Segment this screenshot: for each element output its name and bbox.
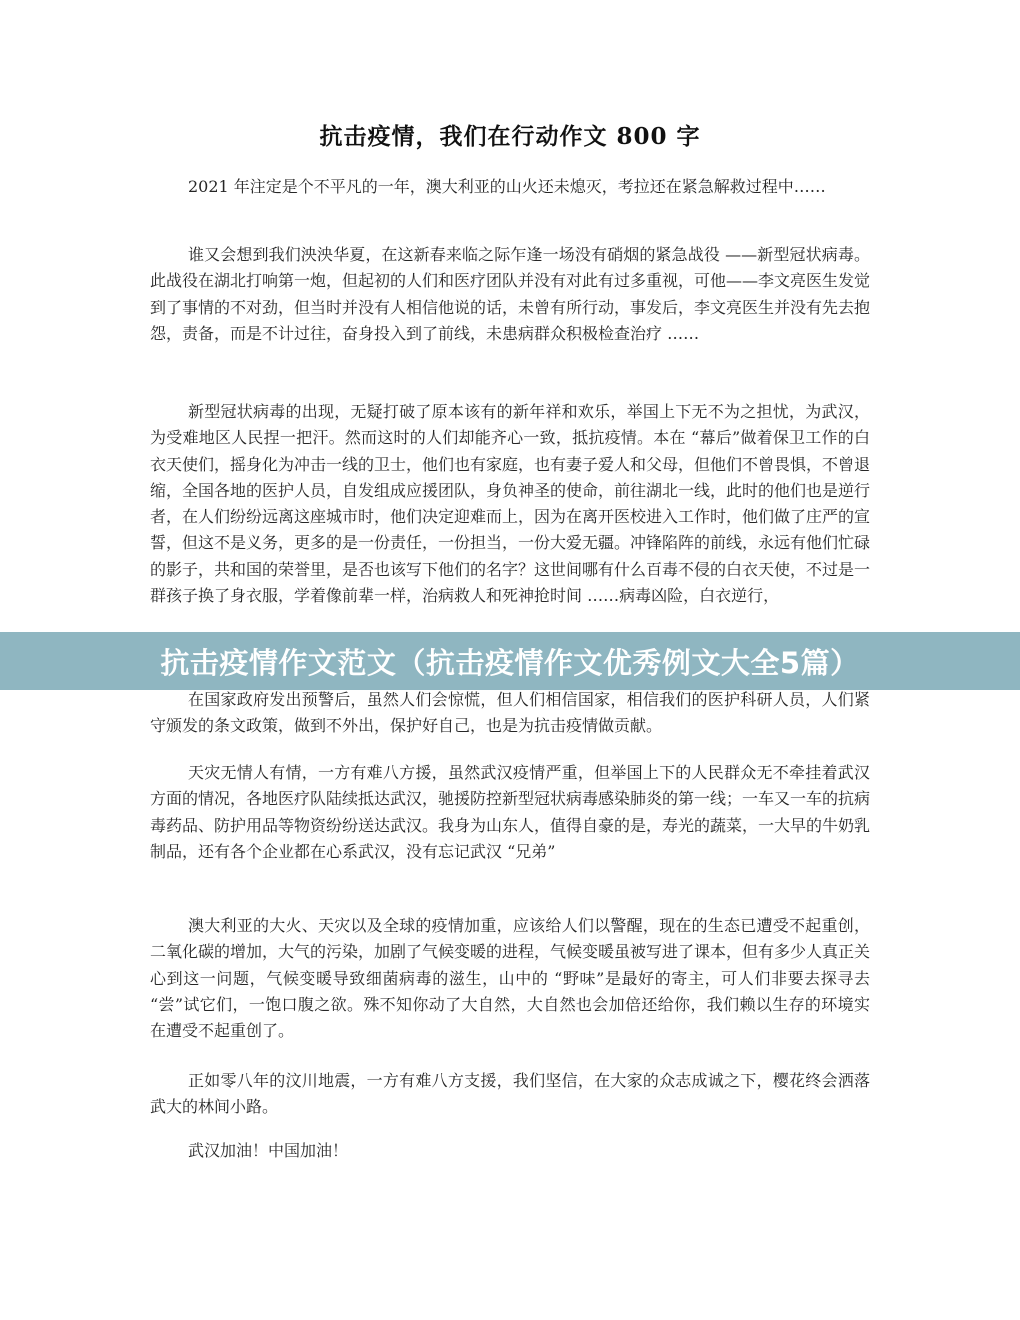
title-banner (0, 632, 1020, 690)
paragraph-medical-workers: 新型冠状病毒的出现，无疑打破了原本该有的新年祥和欢乐，举国上下无不为之担忧，为武汉，为受难地区人民捏一把汗。然而这时的人们却能齐心一致，抵抗疫情。本在 “幕后”做着保卫工作的白衣天使们，摇身化为冲击一线的卫士，他们也有家庭，也有妻子爱人和父母，但他们不曾畏惧，不曾退缩，全国各地的医护人员，自发组成应援团队，身负神圣的使命，前往湖北一线，此时的他们也是逆行者，在人们纷纷远离这座城市时，他们决定迎难而上，因为在离开医校进入工作时，他们做了庄严的宣誓，但这不是义务，更多的是一份责任，一份担当，一份大爱无疆。冲锋陷阵的前线，永远有他们忙碌的影子，共和国的荣誉里，是否也该写下他们的名字？这世间哪有什么百毒不侵的白衣天使，不过是一群孩子换了身衣服，学着像前辈一样，治病救人和死神抢时间 ……病毒凶险，白衣逆行， (150, 402, 871, 606)
banner-title: 抗击疫情作文范文（抗击疫情作文优秀例文大全5篇） (160, 645, 860, 680)
document-title: 抗击疫情，我们在行动作文 800 字 (319, 123, 701, 150)
paragraph-wenchuan: 正如零八年的汶川地震，一方有难八方支援，我们坚信，在大家的众志成诚之下，樱花终会洒落武大的林间小路。 (150, 1071, 870, 1117)
paragraph-support-wuhan: 天灾无情人有情，一方有难八方援，虽然武汉疫情严重，但举国上下的人民群众无不牵挂着武汉方面的情况，各地医疗队陆续抵达武汉，驰援防控新型冠状病毒感染肺炎的第一线；一车又一车的抗病毒药品、防护用品等物资纷纷送达武汉。我身为山东人，值得自豪的是，寿光的蔬菜，一大早的牛奶乳制品，还有各个企业都在心系武汉，没有忘记武汉 “兄弟” (150, 763, 871, 861)
paragraph-intro: 2021 年注定是个不平凡的一年，澳大利亚的山火还未熄灭，考拉还在紧急解救过程中…… (188, 177, 826, 196)
paragraph-environment: 澳大利亚的大火、天灾以及全球的疫情加重，应该给人们以警醒，现在的生态已遭受不起重创，二氧化碳的增加，大气的污染，加剧了气候变暖的进程，气候变暖虽被写进了课本，但有多少人真正关心到这一问题，气候变暖导致细菌病毒的滋生，山中的 “野味”是最好的寄主，可人们非要去探寻去 “尝”试它们，一饱口腹之欲。殊不知你动了大自然，大自然也会加倍还给你，我们赖以生存的环境实在遭受不起重创了。 (150, 916, 871, 1041)
paragraph-li-wenliang: 谁又会想到我们泱泱华夏，在这新春来临之际乍逢一场没有硝烟的紧急战役 ——新型冠状病毒。此战役在湖北打响第一炮，但起初的人们和医疗团队并没有对此有过多重视，可他——李文亮医生发觉到了事情的不对劲，但当时并没有人相信他说的话，未曾有所行动，事发后，李文亮医生并没有先去抱怨，责备，而是不计过往，奋身投入到了前线，未患病群众积极检查治疗 …… (150, 245, 871, 343)
paragraph-government: 在国家政府发出预警后，虽然人们会惊慌，但人们相信国家，相信我们的医护科研人员，人们紧守颁发的条文政策，做到不外出，保护好自己，也是为抗击疫情做贡献。 (150, 690, 870, 736)
paragraph-cheer: 武汉加油！中国加油！ (188, 1141, 349, 1160)
